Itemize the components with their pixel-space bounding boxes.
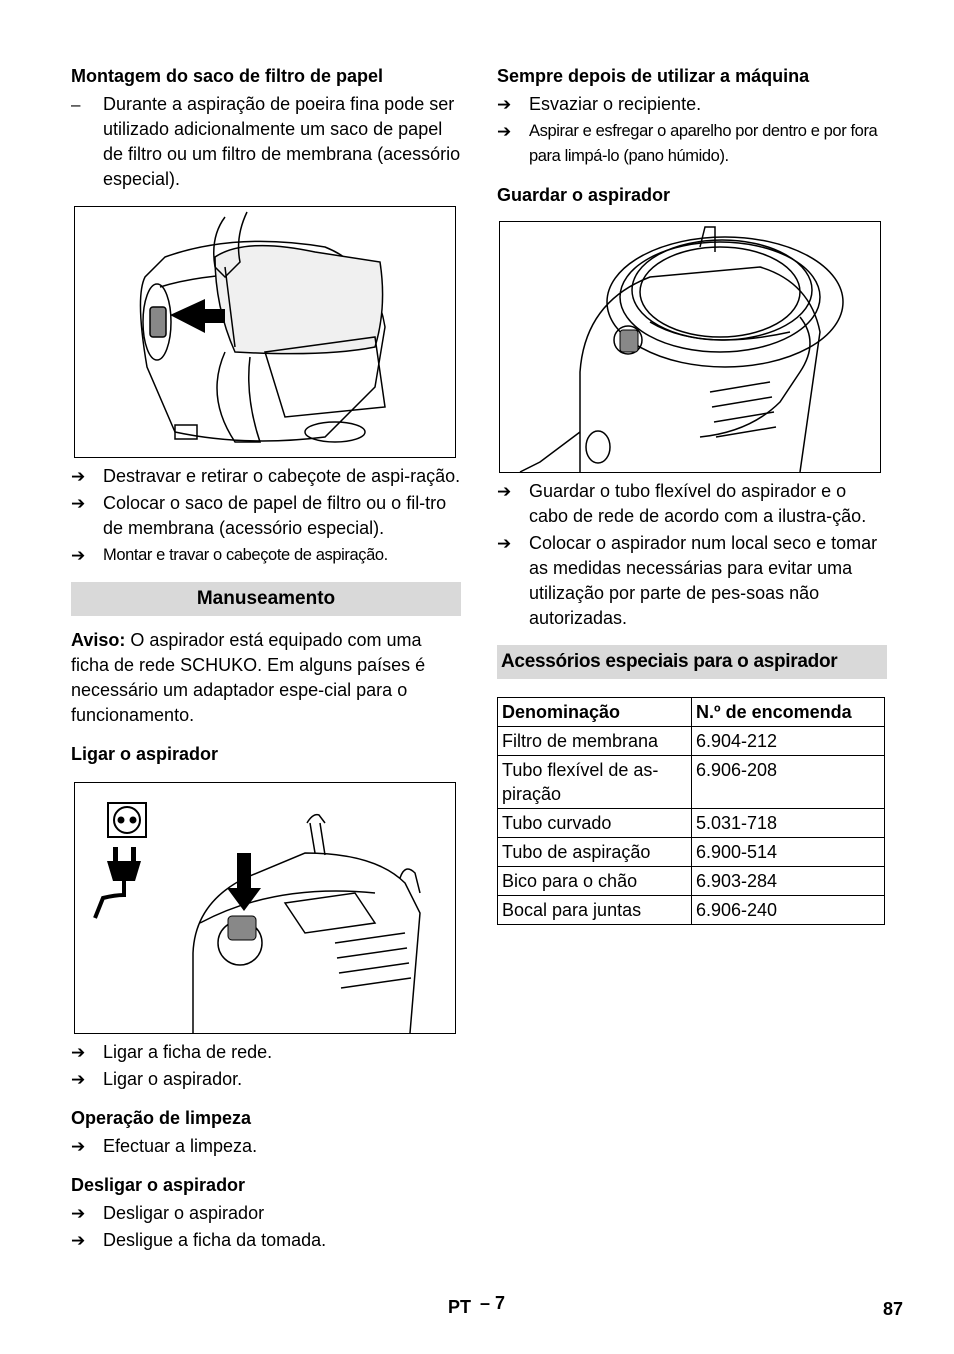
right-column: [497, 64, 887, 925]
table-row: [498, 896, 885, 925]
footer-language: PT – 7: [448, 1293, 506, 1317]
step-item: ➔ Esvaziar o recipiente.: [497, 92, 887, 117]
arrow-bullet-icon: ➔: [71, 1204, 86, 1223]
step-item: ➔ Destravar e retirar o cabeçote de aspi-ração.: [71, 464, 461, 489]
step-item: ➔ Colocar o saco de papel de filtro ou o fil-tro de membrana (acessório especial).: [71, 493, 447, 538]
step-item: ➔ Desligar o aspirador: [71, 1201, 461, 1226]
left-column: [71, 64, 461, 1255]
section-title-filter-bag: Montagem do saco de filtro de papel: [71, 66, 384, 86]
arrow-bullet-icon: ➔: [497, 122, 511, 141]
table-cell-order: 6.903-284: [692, 867, 885, 896]
table-cell-order: 6.906-208: [692, 756, 885, 809]
arrow-bullet-icon: ➔: [71, 1070, 86, 1089]
figure-switch-on: [74, 782, 456, 1034]
table-cell-order: 6.906-240: [692, 896, 885, 925]
section-title-cleaning: Operação de limpeza: [71, 1108, 252, 1128]
step-item: ➔ Montar e travar o cabeçote de aspiração.: [71, 543, 461, 568]
arrow-bullet-icon: ➔: [71, 1043, 86, 1062]
step-item: ➔ Ligar o aspirador.: [71, 1067, 461, 1092]
arrow-bullet-icon: ➔: [497, 534, 512, 553]
section-title-switch-on: Ligar o aspirador: [71, 744, 219, 764]
table-cell-name: Tubo curvado: [498, 809, 692, 838]
table-cell-order: 5.031-718: [692, 809, 885, 838]
arrow-bullet-icon: ➔: [71, 467, 86, 486]
step-item: ➔ Aspirar e esfregar o aparelho por dentro e por fora para limpá-lo (pano húmido).: [497, 119, 887, 169]
table-cell-name: Tubo flexível de as-piração: [498, 756, 692, 809]
section-band-manuseamento: Manuseamento: [71, 582, 461, 616]
section-title-switch-off: Desligar o aspirador: [71, 1175, 246, 1195]
section-band-accessories: Acessórios especiais para o aspirador: [497, 645, 887, 679]
table-cell-order: 6.904-212: [692, 727, 885, 756]
table-header-cell: Denominação: [498, 698, 692, 727]
notice-label: Aviso:: [71, 630, 126, 650]
table-row: [498, 867, 885, 896]
storage-illustration: [500, 222, 880, 472]
arrow-bullet-icon: ➔: [71, 546, 85, 565]
table-header-cell: N.º de encomenda: [692, 698, 885, 727]
figure-filter-bag: [74, 206, 456, 458]
step-item: ➔ Colocar o aspirador num local seco e tomar as medidas necessárias para evitar uma utilização por parte de pes-soas não autorizadas.: [497, 533, 878, 628]
notice-paragraph: [71, 628, 461, 728]
figure-storage: [499, 221, 881, 473]
table-row: [498, 809, 885, 838]
power-plug-icon: [95, 847, 141, 918]
section-title-after-use: Sempre depois de utilizar a máquina: [497, 66, 810, 86]
arrow-bullet-icon: ➔: [497, 95, 512, 114]
power-socket-icon: [108, 803, 146, 837]
dash-marker: –: [71, 95, 81, 114]
switch-on-illustration: [75, 783, 455, 1033]
table-cell-name: Filtro de membrana: [498, 727, 692, 756]
table-row: [498, 756, 885, 809]
table-row: [498, 838, 885, 867]
table-header-row: [498, 698, 885, 727]
section-title-storage: Guardar o aspirador: [497, 185, 671, 205]
arrow-bullet-icon: ➔: [71, 1137, 86, 1156]
dash-item: [71, 92, 461, 192]
table-cell-order: 6.900-514: [692, 838, 885, 867]
filter-bag-illustration: [75, 207, 455, 457]
step-item: ➔ Guardar o tubo flexível do aspirador e o cabo de rede de acordo com a ilustra-ção.: [497, 481, 867, 526]
footer-page-number: 87: [883, 1299, 904, 1319]
table-row: [498, 727, 885, 756]
table-cell-name: Tubo de aspiração: [498, 838, 692, 867]
notice-text: O aspirador está equipado com uma ficha de rede SCHUKO. Em alguns países é necessário um adaptador espe-cial para o funcionamento.: [71, 630, 426, 725]
arrow-bullet-icon: ➔: [71, 494, 86, 513]
step-item: ➔ Ligar a ficha de rede.: [71, 1040, 461, 1065]
table-cell-name: Bico para o chão: [498, 867, 692, 896]
step-item: ➔ Efectuar a limpeza.: [71, 1134, 461, 1159]
table-cell-name: Bocal para juntas: [498, 896, 692, 925]
dash-item-text: Durante a aspiração de poeira fina pode ser utilizado adicionalmente um saco de papel de filtro ou um filtro de membrana (acessório especial).: [103, 94, 461, 189]
accessories-table: [497, 697, 885, 925]
footer-inner-page: – 7: [480, 1293, 506, 1313]
arrow-bullet-icon: ➔: [497, 482, 512, 501]
step-item: ➔ Desligue a ficha da tomada.: [71, 1228, 461, 1253]
arrow-bullet-icon: ➔: [71, 1231, 86, 1250]
